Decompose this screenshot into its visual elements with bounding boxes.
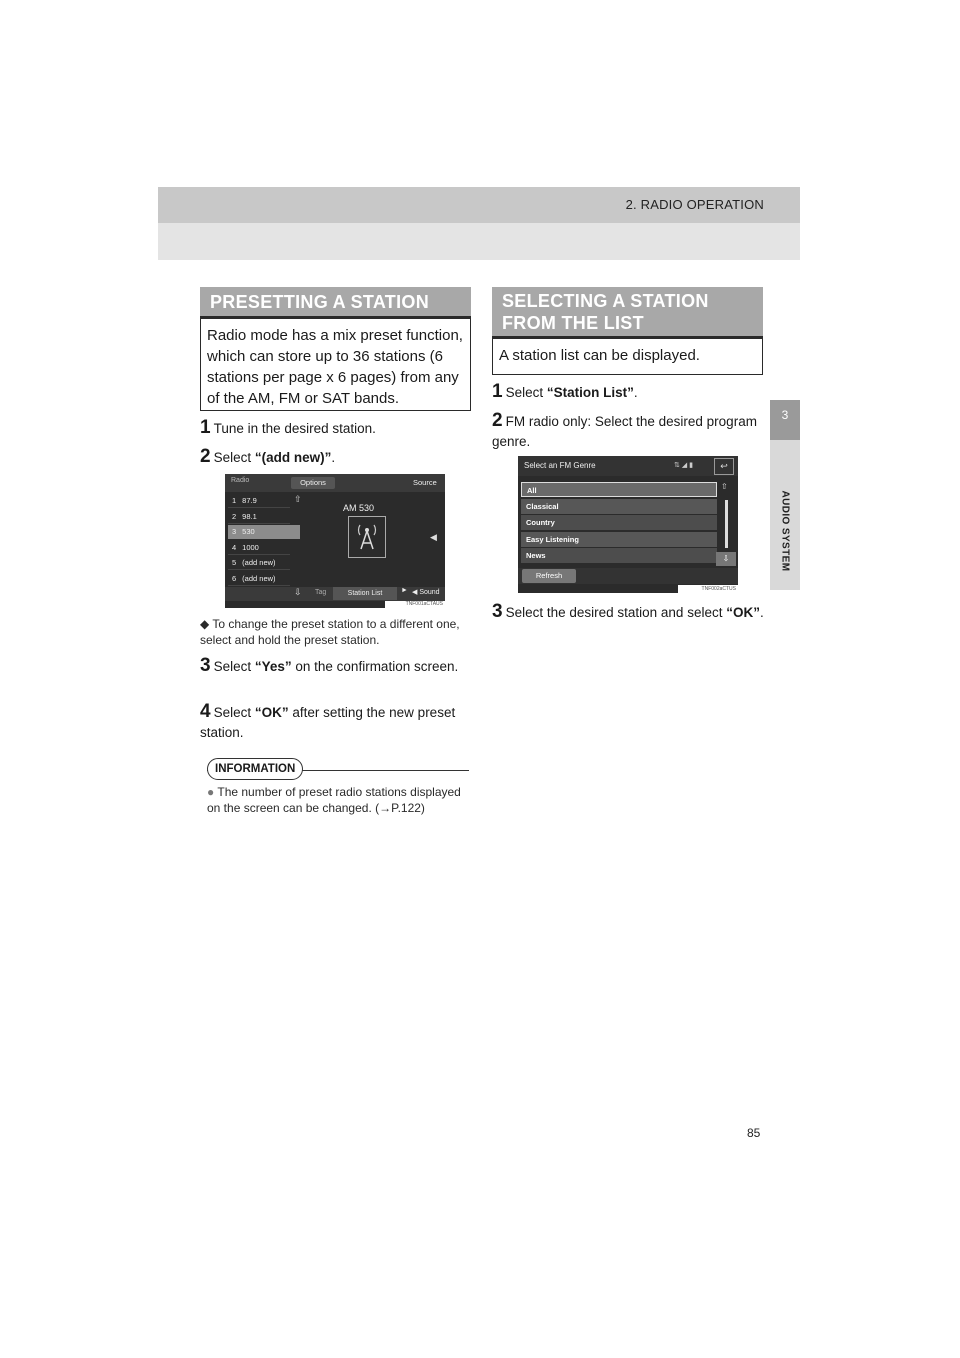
back-icon[interactable]: ↩ [714,458,734,475]
preset-number: 6 [232,573,237,583]
step-number: 2 [200,446,211,467]
scrollbar[interactable] [725,500,728,548]
step-text-end: . [759,605,764,620]
step-text: Tune in the desired station. [213,421,376,436]
status-icons: ⇅ ◢ ▮ [674,462,693,469]
scroll-down-icon[interactable]: ⇩ [716,552,736,566]
station-list-button[interactable]: Station List [333,587,397,600]
step-text: FM radio only: Select the desired program genre. [492,414,757,449]
tag-button[interactable]: Tag [315,589,327,596]
step-3-right [492,602,764,623]
step-number: 2 [492,410,503,431]
preset-item[interactable] [228,494,290,508]
radio-screen-image [225,474,445,608]
genre-label: News [526,551,546,560]
source-button[interactable]: Source [413,478,437,487]
preset-value: 1000 [242,542,259,552]
heading-line-1: SELECTING A STATION [502,291,709,311]
preset-value: 87.9 [242,496,257,505]
refresh-button[interactable]: Refresh [522,569,576,583]
sound-label: Sound [419,589,440,596]
step-text: Select [213,450,255,465]
header-bar [158,187,800,223]
broadcast-tower-icon [348,516,386,558]
play-icon[interactable]: ► [401,587,408,594]
step-text-end: . [331,450,336,465]
step-4 [200,702,472,743]
section-intro-presetting [200,319,471,411]
radio-label: Radio [231,477,250,484]
step-text-end: on the confirmation screen. [291,659,459,674]
preset-value: (add new) [242,558,276,567]
image-code: TNF001aCTAUS [385,601,445,608]
scroll-down-icon[interactable]: ⇩ [294,587,302,597]
information-label: INFORMATION [207,758,303,780]
preset-item[interactable] [228,510,290,524]
genre-item[interactable] [521,548,717,563]
step-text-end: after setting the new preset station. [200,705,456,740]
step-bold-label: “Station List” [546,385,634,400]
step-number: 4 [200,701,211,722]
step-bold-label: “Yes” [254,659,292,674]
step-bold-label: “OK” [726,605,760,620]
genre-item[interactable] [521,532,717,547]
step-number: 1 [200,417,211,438]
step-text: Select the desired station and select [505,605,727,620]
step-text: Select [213,705,255,720]
options-button[interactable]: Options [291,477,335,489]
preset-number: 1 [232,496,237,505]
preset-number: 2 [232,511,237,521]
section-title: 2. RADIO OPERATION [625,197,764,212]
preset-number: 4 [232,542,237,552]
genre-screen-title: Select an FM Genre [524,461,596,470]
genre-label: All [527,486,537,495]
preset-item[interactable] [228,541,290,555]
circle-bullet-icon: ● [207,785,215,799]
genre-item[interactable] [521,499,717,514]
step-text: Select [505,385,547,400]
next-page-icon[interactable]: ◀ [430,532,437,542]
fm-genre-screen-image [518,456,738,593]
preset-number: 3 [232,527,237,536]
step-2 [200,447,472,468]
section-heading-presetting: PRESETTING A STATION [200,287,471,319]
station-name: AM 530 [343,503,375,513]
chapter-tab-number: 3 [770,400,800,440]
preset-value: (add new) [242,573,276,583]
information-text-block [207,784,469,816]
heading-line-2: FROM THE LIST [502,313,644,333]
genre-label: Classical [526,501,559,511]
genre-label: Country [526,518,555,527]
preset-item[interactable] [228,556,290,570]
intro-text: A station list can be displayed. [499,347,700,364]
preset-value: 530 [242,527,255,536]
note-text: To change the preset station to a different one, select and hold the preset station. [200,617,460,647]
information-text: The number of preset radio stations displayed on the screen can be changed. (→P.122) [207,785,461,815]
note-hold-preset [200,616,472,648]
genre-label: Easy Listening [526,534,579,544]
genre-item[interactable] [521,482,717,497]
scroll-up-icon[interactable]: ⇧ [721,482,728,491]
chapter-tab-label: AUDIO SYSTEM [779,490,791,572]
step-1-right [492,382,764,403]
step-text: Select [213,659,255,674]
image-code: TNF002aCTUS [678,585,738,593]
intro-text: Radio mode has a mix preset function, which can store up to 36 stations (6 stations per page x 6 pages) from any of the AM, FM or SAT bands. [207,327,463,407]
step-2-right [492,411,764,452]
preset-value: 98.1 [242,511,257,521]
step-number: 3 [492,601,503,622]
scroll-up-icon[interactable]: ⇧ [294,494,302,504]
step-3 [200,656,472,677]
page-number: 85 [747,1126,761,1140]
genre-item[interactable] [521,515,717,530]
step-text-end: . [633,385,638,400]
step-bold-label: “OK” [254,705,289,720]
step-bold-label: “(add new)” [254,450,332,465]
preset-number: 5 [232,558,237,567]
step-number: 1 [492,381,503,402]
preset-item[interactable] [228,572,290,586]
step-1 [200,418,472,439]
step-number: 3 [200,655,211,676]
diamond-bullet-icon: ◆ [200,617,210,631]
header-sub-bar [158,223,800,260]
section-heading-selecting [492,287,763,339]
section-intro-selecting [492,339,763,375]
preset-item[interactable] [228,525,300,539]
sound-button[interactable]: ◀ Sound [412,589,440,596]
